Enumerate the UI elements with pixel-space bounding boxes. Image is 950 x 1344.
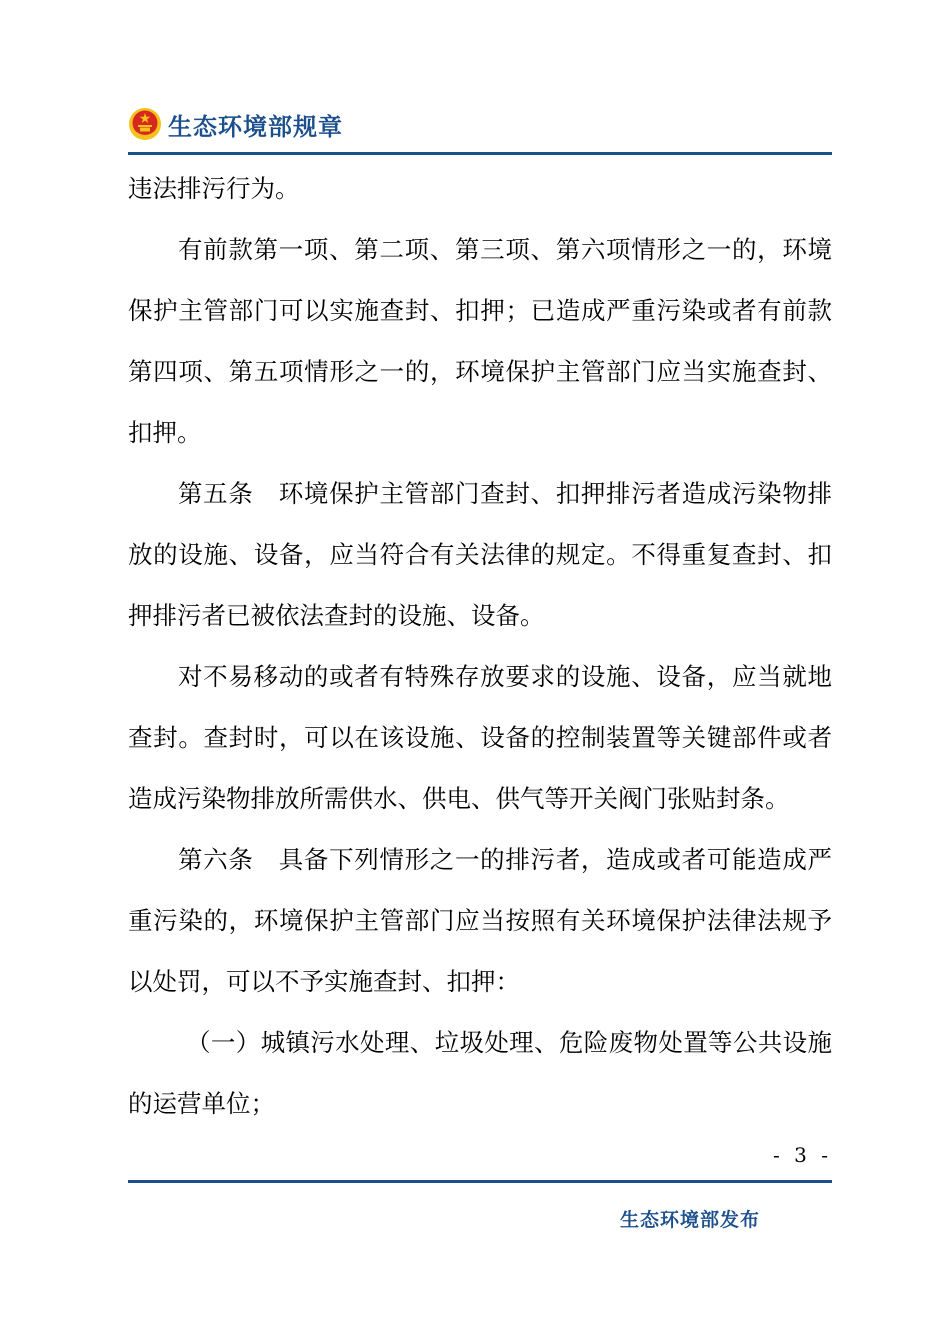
- article-6-paragraph: 第六条 具备下列情形之一的排污者，造成或者可能造成严重污染的，环境保护主管部门应当按照有关环境保护法律法规予以处罚，可以不予实施查封、扣押：: [128, 845, 832, 996]
- header-divider: [128, 152, 832, 155]
- paragraph: 有前款第一项、第二项、第三项、第六项情形之一的，环境保护主管部门可以实施查封、扣押；已造成严重污染或者有前款第四项、第五项情形之一的，环境保护主管部门应当实施查封、扣押。: [128, 235, 832, 447]
- paragraph: 对不易移动的或者有特殊存放要求的设施、设备，应当就地查封。查封时，可以在该设施、设备的控制装置等关键部件或者造成污染物排放所需供水、供电、供气等开关阀门张贴封条。: [128, 662, 832, 813]
- list-item: （一）城镇污水处理、垃圾处理、危险废物处置等公共设施的运营单位；: [128, 1028, 832, 1118]
- article-5-paragraph: 第五条 环境保护主管部门查封、扣押排污者造成污染物排放的设施、设备，应当符合有关法律的规定。不得重复查封、扣押排污者已被依法查封的设施、设备。: [128, 479, 832, 630]
- footer-divider: [128, 1180, 832, 1183]
- national-emblem-icon: [128, 107, 162, 141]
- page-number: - 3 -: [773, 1143, 832, 1167]
- document-body: [128, 158, 832, 1134]
- paragraph-continuation: 违法排污行为。: [128, 174, 300, 203]
- footer-publisher: 生态环境部发布: [620, 1209, 761, 1231]
- document-header: [128, 102, 343, 146]
- header-title: 生态环境部规章: [168, 112, 343, 141]
